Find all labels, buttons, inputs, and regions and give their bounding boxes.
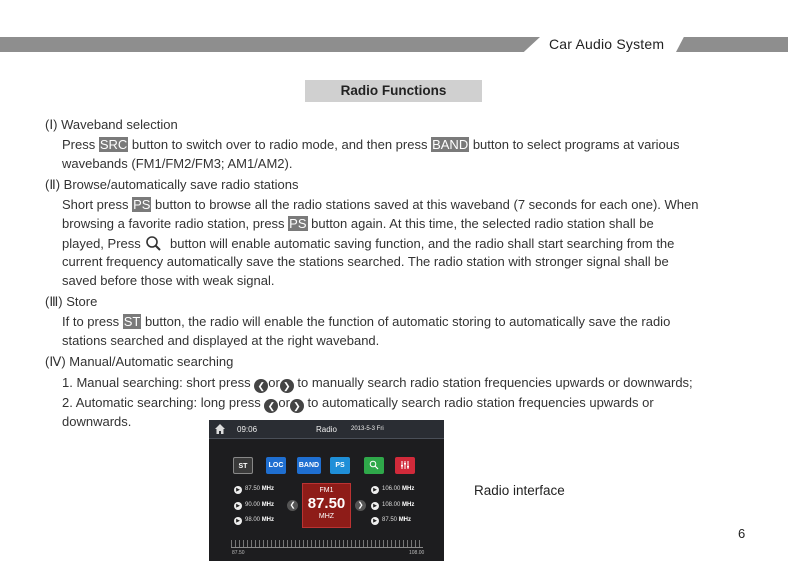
text-span: 2. Automatic searching: long press xyxy=(62,395,265,410)
preset-left-2 xyxy=(234,502,274,510)
section-1-line-1 xyxy=(62,137,680,153)
play-icon: ▶ xyxy=(371,486,379,494)
section-3-heading: (Ⅲ) Store xyxy=(45,294,98,309)
text-span: Short press xyxy=(62,197,133,212)
search-icon xyxy=(144,235,166,251)
text-span: played, Press xyxy=(62,236,145,251)
preset-value: 106.00 xyxy=(382,486,401,492)
preset-unit: MHz xyxy=(402,486,415,492)
preset-unit: MHz xyxy=(261,486,275,492)
preset-right-3 xyxy=(371,517,411,525)
figure-caption: Radio interface xyxy=(474,483,565,498)
radio-mode: Radio xyxy=(316,425,337,434)
preset-unit: MHz xyxy=(398,517,412,523)
section-3-line-1 xyxy=(62,314,670,330)
preset-unit: MHz xyxy=(402,502,415,508)
radio-loc-button: LOC xyxy=(266,457,286,474)
chevron-right-icon: ❯ xyxy=(290,399,304,413)
radio-st-button: ST xyxy=(233,457,253,474)
section-title: Radio Functions xyxy=(305,80,482,102)
key-st: ST xyxy=(123,314,141,329)
current-frequency-display xyxy=(302,483,351,528)
text-span: to automatically search radio station frequencies upwards or xyxy=(303,395,654,410)
text-span: button to select programs at various xyxy=(469,137,680,152)
section-2-heading: (Ⅱ) Browse/automatically save radio stations xyxy=(45,177,299,192)
scale-max-label: 108.00 xyxy=(409,550,425,556)
preset-value: 87.50 xyxy=(382,517,398,523)
text-span: button to browse all the radio stations saved at this waveband (7 seconds for each one). When xyxy=(151,197,699,212)
scale-min-label: 87.50 xyxy=(232,550,245,556)
section-4-line-1 xyxy=(62,375,693,393)
section-4-line-2 xyxy=(62,395,654,413)
text-span: browsing a favorite radio station, press xyxy=(62,216,289,231)
preset-left-1 xyxy=(234,486,274,494)
section-2-line-1 xyxy=(62,197,698,213)
text-span: or xyxy=(278,395,290,410)
chevron-left-icon: ❮ xyxy=(264,399,278,413)
preset-right-2 xyxy=(371,502,414,510)
seek-down-icon: ❮ xyxy=(287,500,298,511)
header-bar xyxy=(0,37,788,52)
current-unit: MHZ xyxy=(318,513,335,520)
text-span: If to press xyxy=(62,314,123,329)
text-span: 1. Manual searching: short press xyxy=(62,375,255,390)
text-span: button, the radio will enable the function of automatic storing to automatically save the radio xyxy=(141,314,671,329)
text-span: or xyxy=(268,375,280,390)
play-icon: ▶ xyxy=(371,517,379,525)
text-span: to manually search radio station frequencies upwards or downwards; xyxy=(293,375,693,390)
radio-search-button xyxy=(364,457,384,474)
header-title: Car Audio System xyxy=(549,36,665,52)
section-3-line-2: stations searched and displayed at the right waveband. xyxy=(62,333,380,348)
key-ps: PS xyxy=(289,216,307,231)
current-band: FM1 xyxy=(319,487,334,494)
key-band: BAND xyxy=(432,137,469,152)
key-ps: PS xyxy=(133,197,151,212)
text-span: button will enable automatic saving function, and the radio shall start searching from the xyxy=(166,236,675,251)
radio-status-bar xyxy=(209,420,444,439)
home-icon xyxy=(214,423,226,435)
preset-value: 98.00 xyxy=(245,517,261,523)
section-2-line-2 xyxy=(62,216,654,232)
preset-unit: MHz xyxy=(261,502,275,508)
frequency-scale xyxy=(231,540,423,548)
preset-unit: MHz xyxy=(261,517,275,523)
play-icon: ▶ xyxy=(371,502,379,510)
section-1-heading: (Ⅰ) Waveband selection xyxy=(45,117,178,132)
radio-ps-button: PS xyxy=(330,457,350,474)
chevron-right-icon: ❯ xyxy=(280,379,294,393)
current-frequency: 87.50 xyxy=(307,495,346,512)
preset-right-1 xyxy=(371,486,414,494)
section-1-line-2: wavebands (FM1/FM2/FM3; AM1/AM2). xyxy=(62,156,293,171)
key-src: SRC xyxy=(99,137,128,152)
page-number: 6 xyxy=(738,526,746,541)
play-icon: ▶ xyxy=(234,502,242,510)
section-2-line-4: current frequency automatically save the stations searched. The radio station with stronger signal shall be xyxy=(62,254,669,269)
chevron-left-icon: ❮ xyxy=(254,379,268,393)
radio-band-button: BAND xyxy=(297,457,321,474)
section-4-heading: (Ⅳ) Manual/Automatic searching xyxy=(45,354,234,369)
text-span: Press xyxy=(62,137,99,152)
header-band-right xyxy=(676,37,788,52)
preset-left-3 xyxy=(234,517,274,525)
section-2-line-3 xyxy=(62,235,674,252)
equalizer-icon xyxy=(400,460,410,470)
preset-value: 90.00 xyxy=(245,502,261,508)
preset-value: 108.00 xyxy=(382,502,401,508)
header-band-left xyxy=(0,37,540,52)
seek-up-icon: ❯ xyxy=(355,500,366,511)
preset-value: 87.50 xyxy=(245,486,261,492)
search-icon xyxy=(369,460,379,470)
section-4-line-3: downwards. xyxy=(62,414,132,429)
text-span: button to switch over to radio mode, and then press xyxy=(128,137,432,152)
play-icon: ▶ xyxy=(234,517,242,525)
section-2-line-5: saved before those with weak signal. xyxy=(62,273,275,288)
radio-time: 09:06 xyxy=(237,425,258,434)
radio-date: 2013-5-3 Fri xyxy=(351,426,384,432)
play-icon: ▶ xyxy=(234,486,242,494)
radio-interface-image xyxy=(209,420,444,561)
radio-eq-button xyxy=(395,457,415,474)
text-span: button again. At this time, the selected radio station shall be xyxy=(307,216,654,231)
